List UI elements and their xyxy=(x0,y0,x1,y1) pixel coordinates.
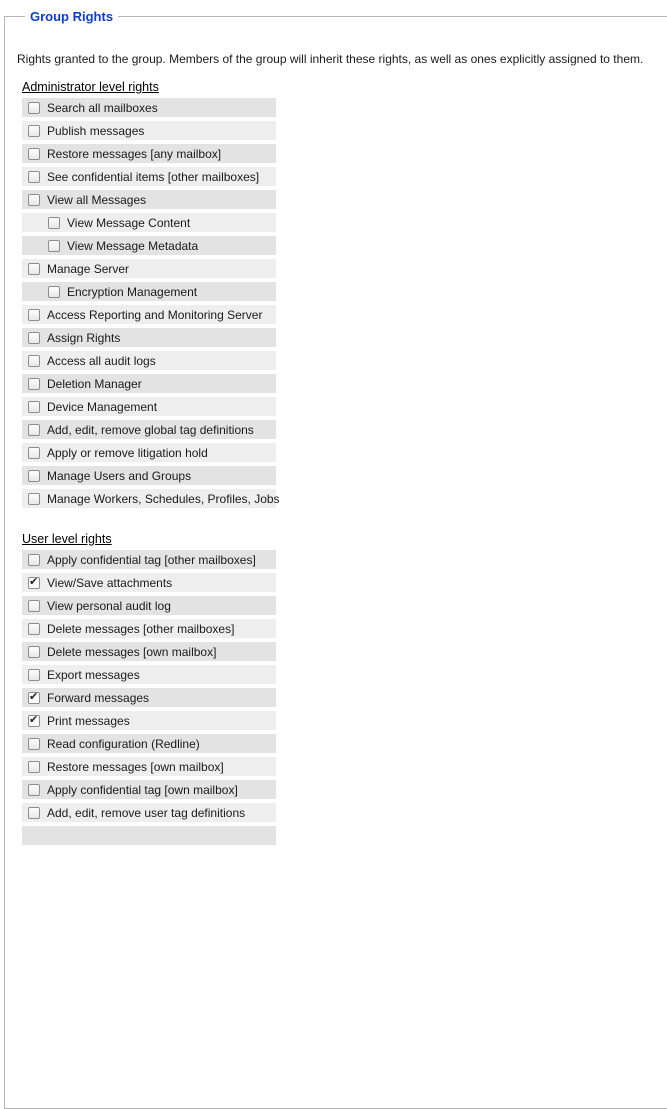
right-label: Apply or remove litigation hold xyxy=(47,445,208,460)
right-label: Manage Workers, Schedules, Profiles, Jobs xyxy=(47,491,280,506)
right-row[interactable] xyxy=(22,443,276,462)
checkbox-unchecked[interactable] xyxy=(28,263,40,275)
checkbox-unchecked[interactable] xyxy=(28,738,40,750)
right-label: View all Messages xyxy=(47,192,147,207)
right-label: View/Save attachments xyxy=(47,575,173,590)
right-row[interactable] xyxy=(22,121,276,140)
right-label: Search all mailboxes xyxy=(47,100,158,115)
checkbox-unchecked[interactable] xyxy=(48,217,60,229)
right-row[interactable] xyxy=(22,397,276,416)
checkbox-unchecked[interactable] xyxy=(28,669,40,681)
checkbox-unchecked[interactable] xyxy=(28,600,40,612)
right-label: View personal audit log xyxy=(47,598,171,613)
right-label: Assign Rights xyxy=(47,330,121,345)
right-label: Print messages xyxy=(47,713,130,728)
checkbox-unchecked[interactable] xyxy=(28,623,40,635)
right-label: Apply confidential tag [other mailboxes] xyxy=(47,552,256,567)
checkbox-unchecked[interactable] xyxy=(28,102,40,114)
checkbox-unchecked[interactable] xyxy=(28,424,40,436)
checkbox-unchecked[interactable] xyxy=(28,171,40,183)
right-row[interactable] xyxy=(22,98,276,117)
section-heading: User level rights xyxy=(22,532,112,546)
right-label: Forward messages xyxy=(47,690,150,705)
checkbox-unchecked[interactable] xyxy=(48,240,60,252)
right-label: Manage Server xyxy=(47,261,130,276)
checkbox-unchecked[interactable] xyxy=(28,194,40,206)
group-rights-panel xyxy=(4,9,667,1109)
right-label: Export messages xyxy=(47,667,140,682)
checkbox-unchecked[interactable] xyxy=(28,493,40,505)
right-label: View Message Content xyxy=(67,215,191,230)
right-row[interactable] xyxy=(22,596,276,615)
right-row[interactable] xyxy=(22,489,280,508)
checkbox-unchecked[interactable] xyxy=(28,332,40,344)
right-label: Access all audit logs xyxy=(47,353,156,368)
checkbox-unchecked[interactable] xyxy=(28,470,40,482)
right-label: Delete messages [other mailboxes] xyxy=(47,621,235,636)
checkbox-unchecked[interactable] xyxy=(28,447,40,459)
right-label: Access Reporting and Monitoring Server xyxy=(47,307,263,322)
right-label: Manage Users and Groups xyxy=(47,468,192,483)
checkbox-checked[interactable] xyxy=(28,715,40,727)
checkbox-unchecked[interactable] xyxy=(48,286,60,298)
right-label: Encryption Management xyxy=(67,284,198,299)
right-row[interactable] xyxy=(22,282,276,301)
right-label: Restore messages [any mailbox] xyxy=(47,146,222,161)
right-row[interactable] xyxy=(22,236,276,255)
right-row[interactable] xyxy=(22,688,276,707)
right-row[interactable] xyxy=(22,550,276,569)
sections-container xyxy=(17,80,667,845)
checkbox-unchecked[interactable] xyxy=(28,355,40,367)
checkbox-unchecked[interactable] xyxy=(28,148,40,160)
right-row[interactable] xyxy=(22,144,276,163)
right-row[interactable] xyxy=(22,573,276,592)
panel-title: Group Rights xyxy=(30,9,114,24)
checkbox-unchecked[interactable] xyxy=(28,807,40,819)
right-row[interactable] xyxy=(22,734,276,753)
checkbox-unchecked[interactable] xyxy=(28,784,40,796)
right-row[interactable] xyxy=(22,642,276,661)
right-label: See confidential items [other mailboxes] xyxy=(47,169,260,184)
right-row[interactable] xyxy=(22,259,276,278)
right-label: Apply confidential tag [own mailbox] xyxy=(47,782,238,797)
right-label: Deletion Manager xyxy=(47,376,142,391)
right-row[interactable] xyxy=(22,466,276,485)
right-label: Device Management xyxy=(47,399,158,414)
right-row[interactable] xyxy=(22,190,276,209)
right-row-partial[interactable] xyxy=(22,826,276,845)
checkbox-checked[interactable] xyxy=(28,692,40,704)
panel-description: Rights granted to the group. Members of the group will inherit these rights, as well as ones explicitly assigned to them. xyxy=(17,52,644,66)
checkbox-unchecked[interactable] xyxy=(28,378,40,390)
right-label: Restore messages [own mailbox] xyxy=(47,759,224,774)
right-row[interactable] xyxy=(22,780,276,799)
right-row[interactable] xyxy=(22,803,276,822)
section-heading: Administrator level rights xyxy=(22,80,159,94)
right-row[interactable] xyxy=(22,374,276,393)
right-row[interactable] xyxy=(22,711,276,730)
right-row[interactable] xyxy=(22,420,276,439)
right-row[interactable] xyxy=(22,351,276,370)
right-row[interactable] xyxy=(22,213,276,232)
right-row[interactable] xyxy=(22,305,276,324)
right-row[interactable] xyxy=(22,757,276,776)
rights-list xyxy=(22,98,667,508)
right-label: Add, edit, remove global tag definitions xyxy=(47,422,254,437)
right-label: View Message Metadata xyxy=(67,238,199,253)
right-row[interactable] xyxy=(22,665,276,684)
right-row[interactable] xyxy=(22,328,276,347)
checkbox-unchecked[interactable] xyxy=(28,646,40,658)
right-row[interactable] xyxy=(22,167,276,186)
right-label: Add, edit, remove user tag definitions xyxy=(47,805,246,820)
right-row[interactable] xyxy=(22,619,276,638)
checkbox-unchecked[interactable] xyxy=(28,309,40,321)
rights-list xyxy=(22,550,667,822)
right-label: Read configuration (Redline) xyxy=(47,736,200,751)
checkbox-checked[interactable] xyxy=(28,577,40,589)
checkbox-unchecked[interactable] xyxy=(28,401,40,413)
checkbox-unchecked[interactable] xyxy=(28,761,40,773)
checkbox-unchecked[interactable] xyxy=(28,125,40,137)
right-label: Publish messages xyxy=(47,123,145,138)
right-label: Delete messages [own mailbox] xyxy=(47,644,217,659)
checkbox-unchecked[interactable] xyxy=(28,554,40,566)
